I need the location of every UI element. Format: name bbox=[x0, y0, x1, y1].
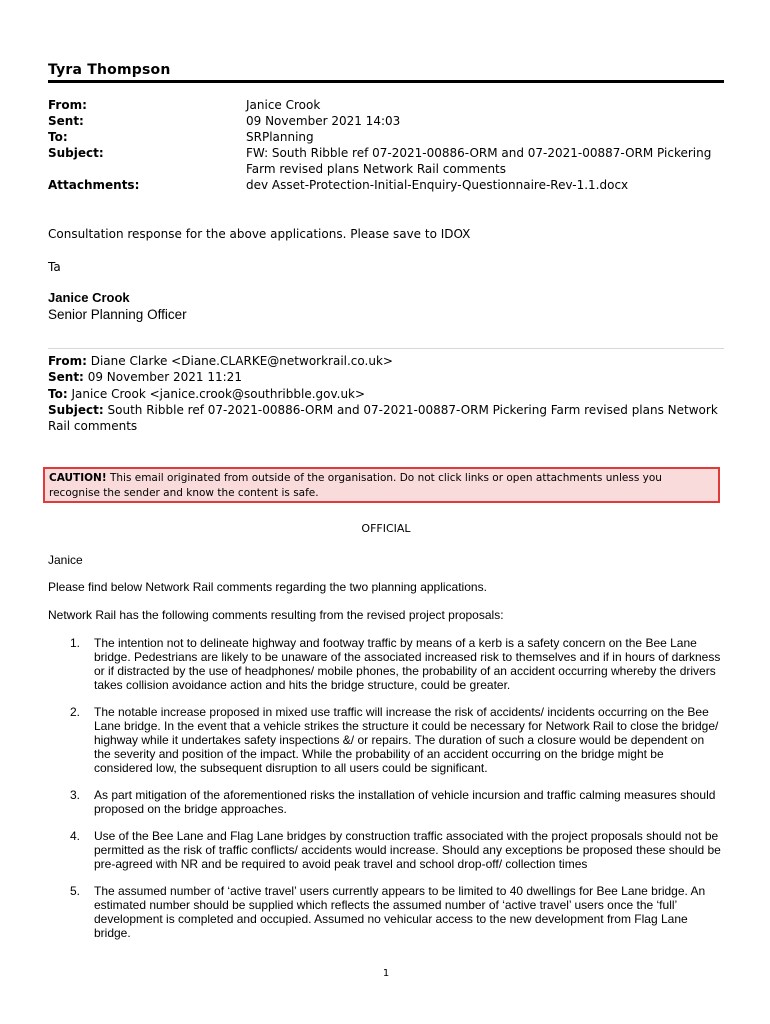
fwd-from-value[interactable]: Diane Clarke <Diane.CLARKE@networkrail.co.uk> bbox=[90, 354, 393, 368]
signature-title: Senior Planning Officer bbox=[48, 307, 187, 322]
fwd-subject-label: Subject: bbox=[48, 402, 104, 417]
header-row-sent bbox=[48, 113, 724, 129]
list-item bbox=[48, 788, 724, 816]
list-item-text: The notable increase proposed in mixed use traffic will increase the risk of accidents/ incidents occurring on the Bee Lane bridge. In the event that a vehicle strikes the structure it could be necessary for Network Rail to close the bridge/ highway while it undertakes safety inspections &/ or repairs. The duration of such a closure would be dependent on the severity and position of the impact. While the probability of an accident occurring on the bridge might be considered low, the subsequent disruption to all users could be significant. bbox=[94, 705, 719, 775]
forwarded-header bbox=[48, 353, 724, 434]
header-value: FW: South Ribble ref 07-2021-00886-ORM and 07-2021-00887-ORM Pickering Farm revised plans Network Rail comments bbox=[246, 146, 712, 176]
caution-banner bbox=[43, 467, 720, 503]
list-item bbox=[48, 705, 724, 775]
fwd-sent-label: Sent: bbox=[48, 370, 84, 385]
header-label: Sent: bbox=[48, 114, 84, 128]
header-label: Attachments: bbox=[48, 178, 140, 192]
header-row-from bbox=[48, 97, 724, 113]
fwd-sent-row bbox=[48, 369, 724, 385]
list-item bbox=[48, 829, 724, 871]
header-row-attachments bbox=[48, 177, 724, 193]
forward-divider bbox=[48, 348, 724, 349]
signature-name: Janice Crook bbox=[48, 290, 130, 305]
greeting: Janice bbox=[48, 553, 83, 567]
list-item-number: 4. bbox=[70, 829, 81, 843]
owner-underline bbox=[48, 80, 724, 83]
list-item bbox=[48, 884, 724, 940]
fwd-sent-value: 09 November 2021 11:21 bbox=[87, 370, 242, 385]
fwd-subject-value: South Ribble ref 07-2021-00886-ORM and 07-2021-00887-ORM Pickering Farm revised plans Network Rail comments bbox=[48, 402, 718, 434]
classification-label: OFFICIAL bbox=[361, 522, 411, 535]
sign-off: Ta bbox=[48, 260, 61, 274]
fwd-to-label: To: bbox=[48, 386, 68, 401]
list-item-number: 1. bbox=[70, 636, 81, 650]
fwd-to-row bbox=[48, 386, 724, 402]
header-row-to bbox=[48, 129, 724, 145]
list-item-text: As part mitigation of the aforementioned risks the installation of vehicle incursion and traffic calming measures should proposed on the bridge approaches. bbox=[94, 788, 716, 816]
fwd-subject-row bbox=[48, 402, 724, 435]
fwd-from-row bbox=[48, 353, 724, 369]
header-label: To: bbox=[48, 130, 68, 144]
fwd-from-label: From: bbox=[48, 354, 87, 368]
mailbox-owner-name: Tyra Thompson bbox=[48, 62, 171, 78]
list-item-text: The assumed number of ‘active travel’ users currently appears to be limited to 40 dwellings for Bee Lane bridge. An estimated number should be supplied which reflects the assumed number of ‘active travel’ users once the ‘full’ development is completed and occupied. Assumed no vehicular access to the new development from Flag Lane bridge. bbox=[94, 884, 706, 940]
body-paragraph-2: Network Rail has the following comments resulting from the revised project proposals: bbox=[48, 608, 504, 622]
header-value: Janice Crook bbox=[246, 98, 321, 112]
comments-list bbox=[48, 636, 724, 953]
list-item-number: 3. bbox=[70, 788, 81, 802]
list-item-number: 2. bbox=[70, 705, 81, 719]
header-row-subject bbox=[48, 145, 724, 177]
intro-line: Consultation response for the above applications. Please save to IDOX bbox=[48, 227, 471, 241]
header-value: SRPlanning bbox=[246, 130, 314, 144]
header-label: From: bbox=[48, 98, 87, 112]
fwd-to-value[interactable]: Janice Crook <janice.crook@southribble.gov.uk> bbox=[71, 386, 366, 401]
attachment-link[interactable]: dev Asset-Protection-Initial-Enquiry-Questionnaire-Rev-1.1.docx bbox=[246, 178, 629, 192]
page-number: 1 bbox=[382, 968, 390, 979]
header-label: Subject: bbox=[48, 146, 104, 160]
list-item-text: Use of the Bee Lane and Flag Lane bridges by construction traffic associated with the project proposals should not be permitted as the risk of traffic conflicts/ accidents would increase. Should any exceptions be proposed these should be pre-agreed with NR and be required to avoid peak travel and school drop-off/ collection times bbox=[94, 829, 721, 871]
caution-label: CAUTION! bbox=[49, 472, 107, 484]
body-paragraph-1: Please find below Network Rail comments regarding the two planning applications. bbox=[48, 580, 487, 594]
email-header bbox=[48, 97, 724, 193]
list-item bbox=[48, 636, 724, 692]
caution-text: This email originated from outside of the organisation. Do not click links or open attachments unless you recognise the sender and know the content is safe. bbox=[49, 472, 662, 499]
list-item-text: The intention not to delineate highway and footway traffic by means of a kerb is a safety concern on the Bee Lane bridge. Pedestrians are likely to be unaware of the associated increased risk to themselves and if in hours of darkness or if distracted by the use of headphones/ mobile phones, the probability of an accident occurring whereby the drivers takes collision avoidance action and hits the bridge structure, could be greater. bbox=[94, 636, 721, 692]
list-item-number: 5. bbox=[70, 884, 81, 898]
header-value: 09 November 2021 14:03 bbox=[246, 114, 401, 128]
